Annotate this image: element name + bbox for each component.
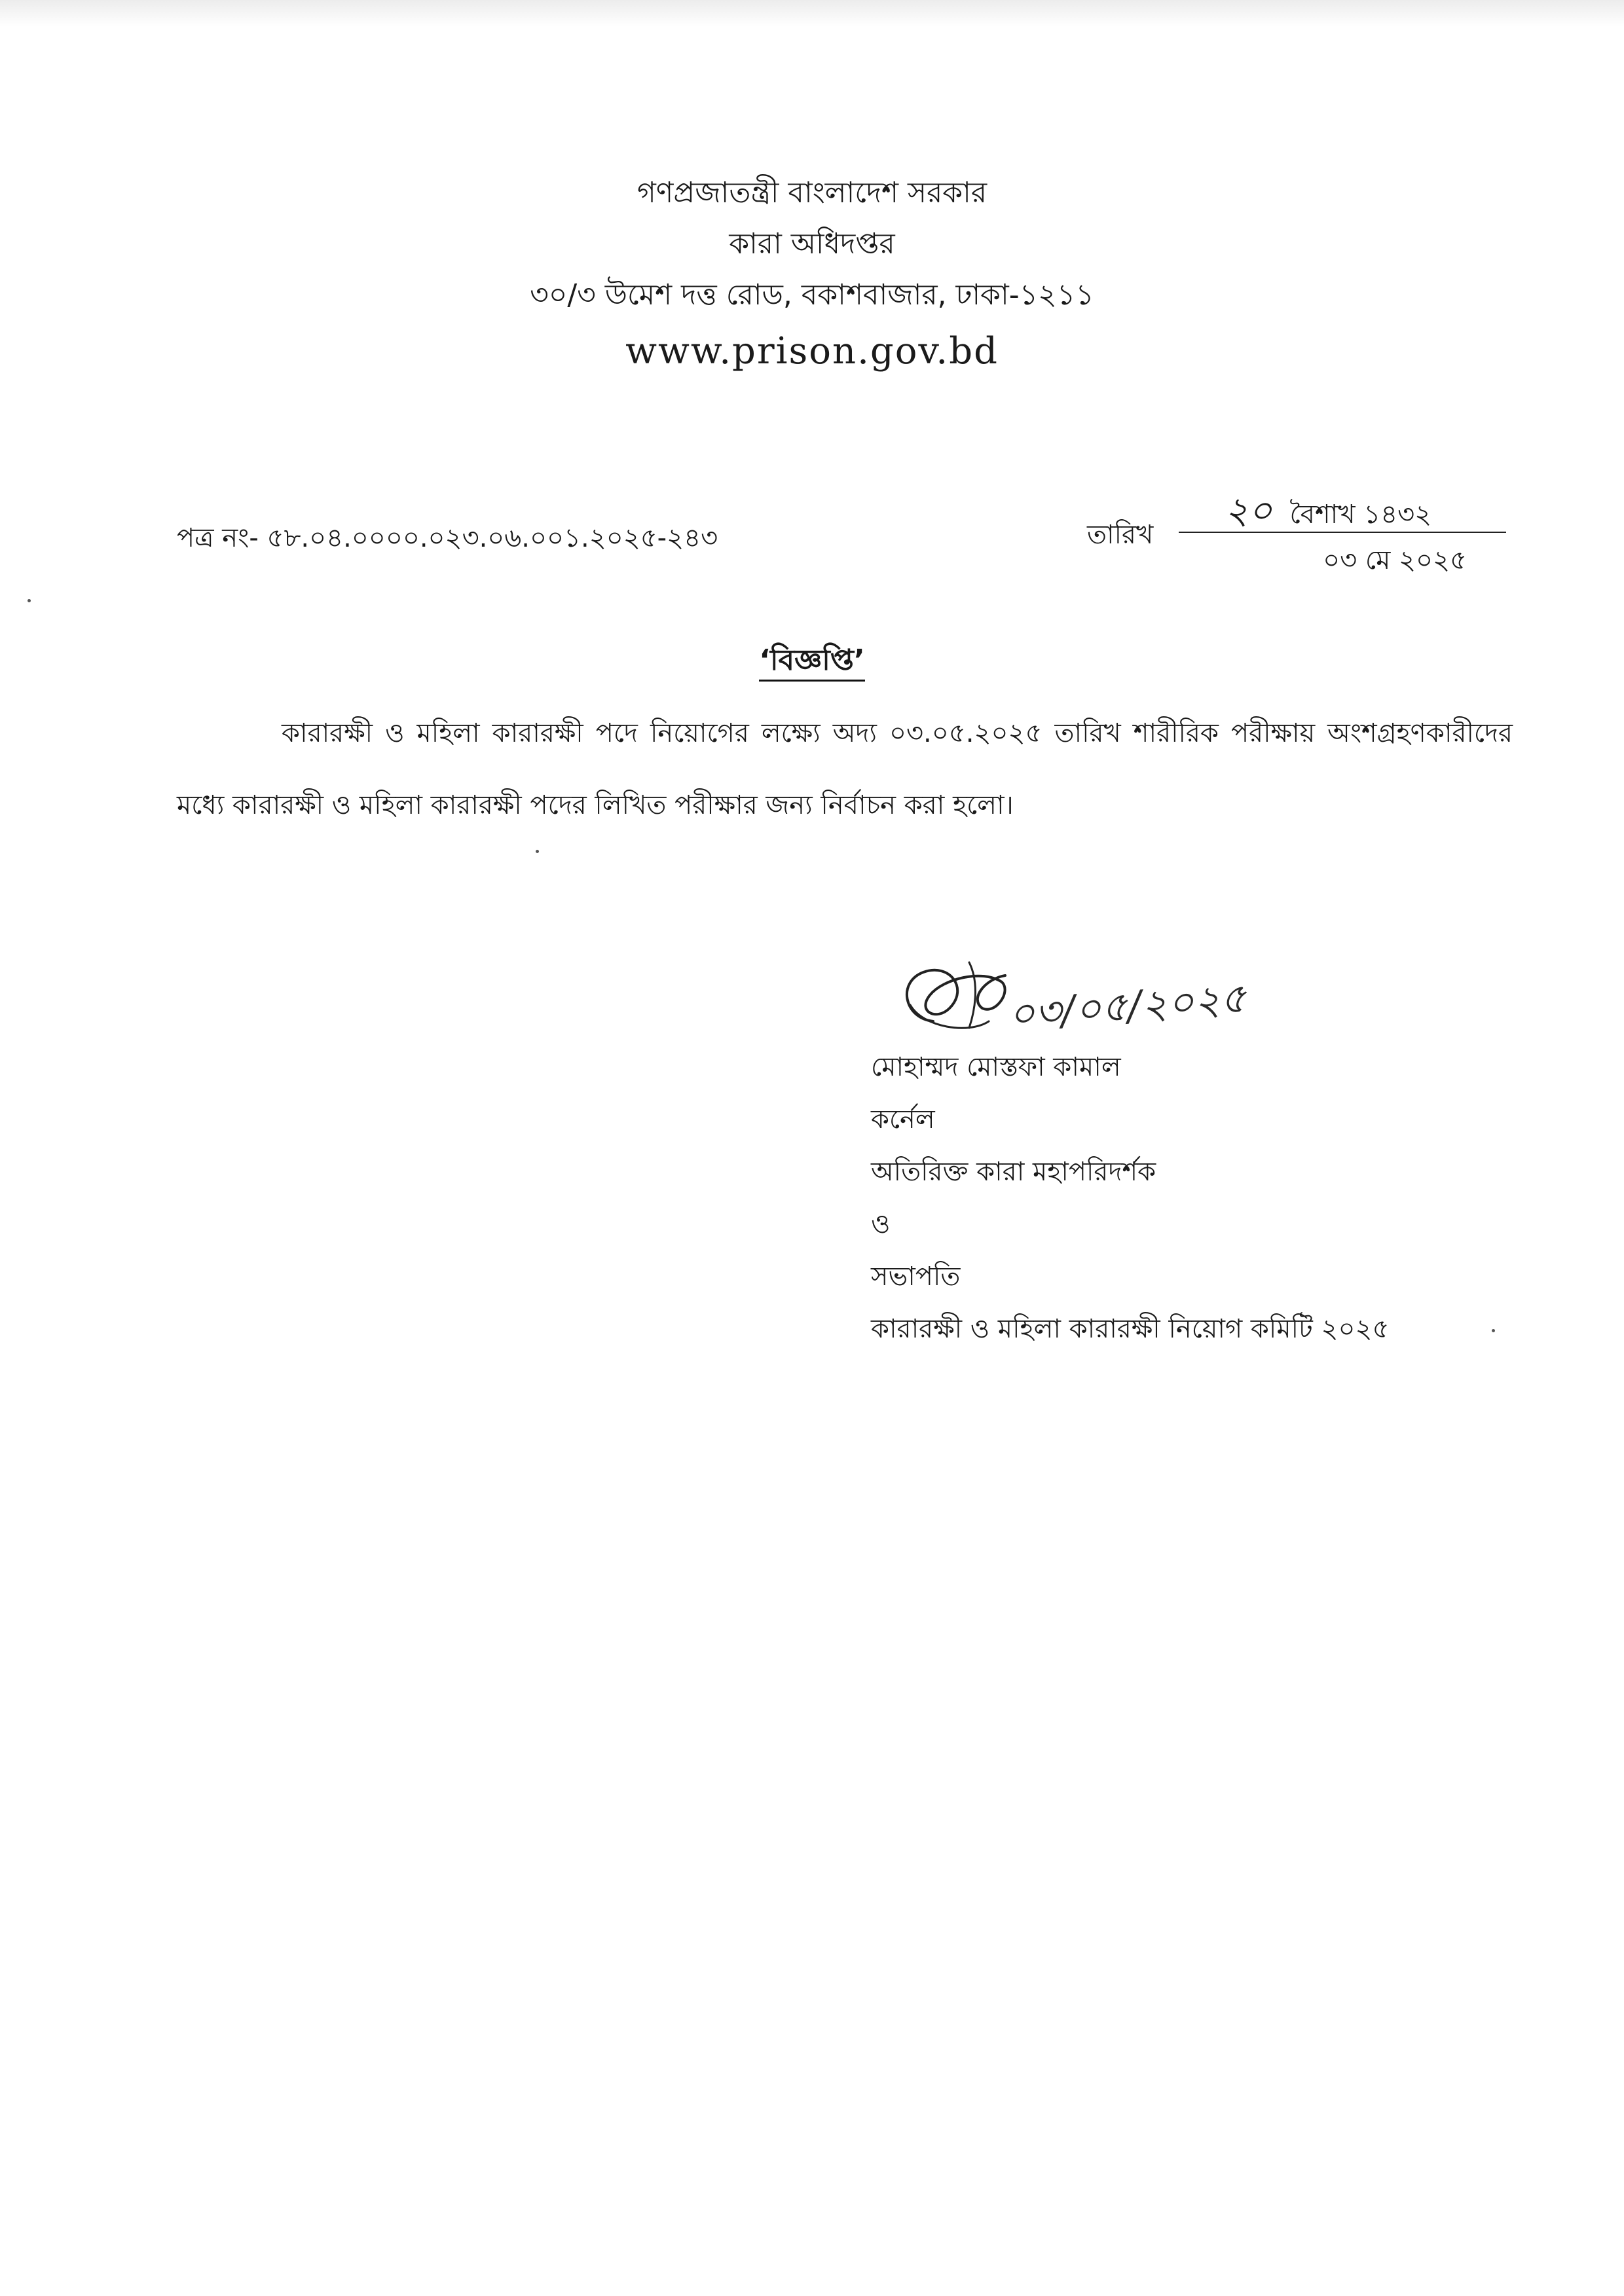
bangla-month-year: বৈশাখ ১৪৩২ <box>1289 500 1432 530</box>
scan-edge-shadow <box>0 0 1624 26</box>
notice-body: কারারক্ষী ও মহিলা কারারক্ষী পদে নিয়োগের লক্ষ্যে অদ্য ০৩.০৫.২০২৫ তারিখ শারীরিক পরীক্ষায় অংশগ্রহণকারীদের মধ্যে কারারক্ষী ও মহিলা কারারক্ষী পদের লিখিত পরীক্ষার জন্য নির্বাচন করা হলো। <box>177 718 1513 820</box>
department-name: কারা অধিদপ্তর <box>729 227 895 261</box>
date-label: তারিখ <box>1087 520 1154 550</box>
office-address: ৩০/৩ উমেশ দত্ত রোড, বকাশবাজার, ঢাকা-১২১১ <box>530 278 1094 312</box>
signatory-rank: কর্নেল <box>871 1104 935 1135</box>
bangla-date <box>1179 491 1506 532</box>
signatory-role: সভাপতি <box>871 1262 961 1292</box>
signature-date: ০৩/০৫/২০২৫ <box>1006 974 1248 1038</box>
bangla-day-handwritten: ২০ <box>1225 490 1272 532</box>
website-link[interactable]: www.prison.gov.bd <box>625 330 999 373</box>
scan-speck <box>536 850 539 853</box>
notice-title <box>0 638 1624 686</box>
signatory-designation: অতিরিক্ত কারা মহাপরিদর্শক <box>871 1157 1156 1187</box>
signatory-name: মোহাম্মদ মোস্তফা কামাল <box>871 1052 1121 1082</box>
scan-speck <box>28 599 31 602</box>
gregorian-date: ০৩ মে ২০২৫ <box>1323 545 1467 575</box>
signatory-block <box>871 1041 1390 1355</box>
letterhead <box>0 177 1624 373</box>
signatory-conjunction: ও <box>871 1209 891 1239</box>
scan-speck <box>1492 1329 1495 1332</box>
committee-name: কারারক্ষী ও মহিলা কারারক্ষী নিয়োগ কমিটি ২০২৫ <box>871 1314 1390 1344</box>
government-name: গণপ্রজাতন্ত্রী বাংলাদেশ সরকার <box>637 176 987 210</box>
memo-number: পত্র নং- ৫৮.০৪.০০০০.০২৩.০৬.০০১.২০২৫-২৪৩ <box>177 523 718 553</box>
date-block <box>1179 491 1506 583</box>
notice-title-text: ‘বিজ্ঞপ্তি’ <box>759 644 864 682</box>
